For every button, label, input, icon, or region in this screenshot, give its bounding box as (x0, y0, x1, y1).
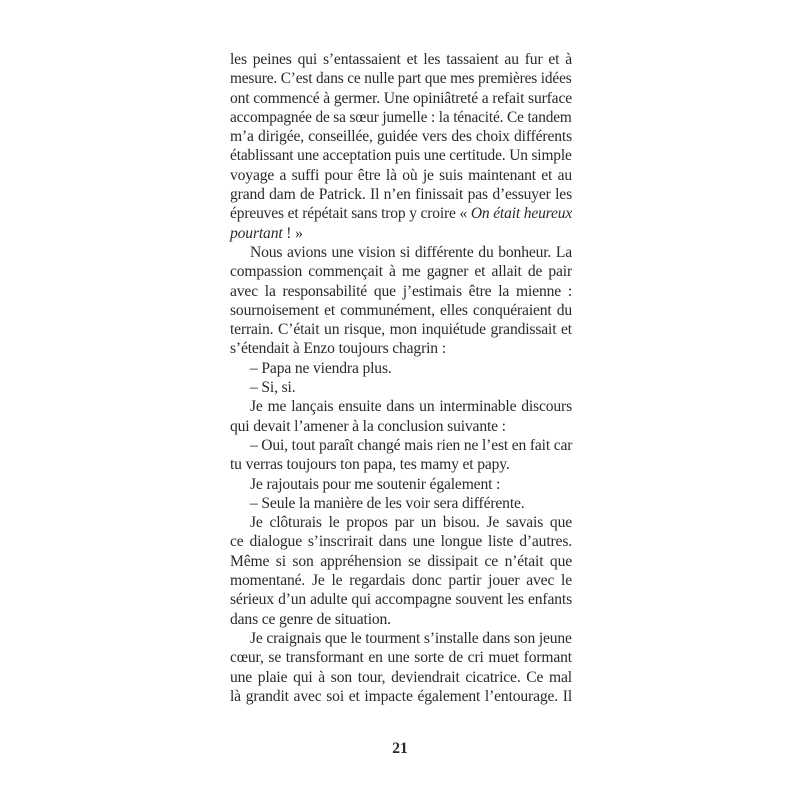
text-line (230, 668, 572, 687)
line-text: épreuves et répétait sans trop y croire « (230, 205, 471, 223)
line-text: – Papa ne viendra plus. (250, 359, 392, 377)
line-text: ont commencé à germer. Une opiniâtreté a refait surface (230, 89, 573, 107)
text-line (230, 378, 572, 397)
line-text: m’a dirigée, conseillée, guidée vers des choix différents (230, 128, 572, 146)
line-text: cœur, se transformant en une sorte de cri muet formant (230, 649, 572, 667)
text-line (230, 359, 572, 378)
text-line (230, 436, 571, 455)
text-line (230, 320, 572, 339)
line-text: une plaie qui à son tour, deviendrait cicatrice. Ce mal (230, 668, 572, 686)
text-line (230, 50, 572, 69)
text-line (230, 532, 572, 551)
text-line (230, 185, 572, 204)
line-text: – Seule la manière de les voir sera différente. (250, 494, 525, 512)
line-text: compassion commençait à me gagner et allait de pair (230, 263, 572, 281)
line-text: voyage a suffi pour être là où je suis maintenant et au (230, 166, 572, 184)
text-line (230, 166, 572, 185)
text-line (230, 243, 572, 262)
line-text: Nous avions une vision si différente du bonheur. La (250, 243, 572, 261)
text-line (230, 475, 572, 494)
line-text: Je clôturais le propos par un bisou. Je savais que (250, 514, 572, 532)
italic-quote: pourtant (230, 224, 283, 242)
line-text: terrain. C’était un risque, mon inquiétude grandissait et (230, 321, 572, 339)
line-text: dans ce genre de situation. (230, 610, 391, 628)
text-line (230, 494, 572, 513)
text-line (230, 282, 572, 301)
text-line (230, 108, 572, 127)
line-text: avec la responsabilité que j’estimais être la mienne : (230, 282, 572, 300)
text-line (230, 262, 572, 281)
line-text: qui devait l’amener à la conclusion suivante : (230, 417, 506, 435)
line-text: Je me lançais ensuite dans un interminable discours (250, 398, 572, 416)
line-text: sérieux d’un adulte qui accompagne souvent les enfants (230, 591, 572, 609)
line-text: les peines qui s’entassaient et les tassaient au fur et à (230, 51, 572, 68)
text-line (230, 146, 572, 165)
text-line (230, 204, 573, 223)
text-line (230, 648, 572, 667)
text-line (230, 513, 572, 532)
line-text: accompagnée de sa sœur jumelle : la ténacité. Ce tandem (230, 108, 572, 126)
line-text: mesure. C’est dans ce nulle part que mes premières idées (230, 70, 572, 88)
line-text: – Oui, tout paraît changé mais rien ne l’est en fait car (249, 436, 573, 454)
line-text: Je rajoutais pour me soutenir également : (250, 475, 501, 493)
line-text: s’étendait à Enzo toujours chagrin : (230, 340, 446, 358)
text-line (230, 590, 572, 609)
text-line (230, 224, 572, 243)
text-line (230, 127, 572, 146)
line-text: ce dialogue s’inscrirait dans une longue liste d’autres. (230, 533, 572, 551)
text-line (230, 455, 572, 474)
line-text-after: ! » (282, 224, 303, 242)
text-line (230, 89, 572, 108)
page-number: 21 (392, 740, 408, 757)
text-line (230, 417, 572, 436)
text-line (230, 687, 572, 706)
line-text: Je craignais que le tourment s’installe dans son jeune (249, 629, 572, 647)
line-text: momentané. Je le regardais donc partir jouer avec le (230, 572, 572, 590)
text-line (230, 552, 572, 571)
line-text: sournoisement et communément, elles conquéraient du (230, 301, 572, 319)
text-line (230, 629, 571, 648)
line-text: tu verras toujours ton papa, tes mamy et papy. (230, 456, 510, 474)
text-line (230, 301, 572, 320)
text-line (230, 69, 572, 88)
line-text: grand dam de Patrick. Il n’en finissait pas d’essuyer les (230, 186, 572, 204)
line-text: – Si, si. (250, 379, 296, 397)
text-line (230, 339, 572, 358)
line-text: établissant une acceptation puis une certitude. Un simple (230, 147, 572, 165)
line-text: Même si son appréhension se dissipait ce n’était que (230, 552, 572, 570)
text-line (230, 571, 572, 590)
body-text (230, 50, 572, 706)
line-text: là grandit avec soi et impacte également l’entourage. Il (230, 687, 572, 705)
italic-quote: On était heureux (470, 205, 573, 223)
text-line (230, 397, 572, 416)
text-line (230, 610, 572, 629)
